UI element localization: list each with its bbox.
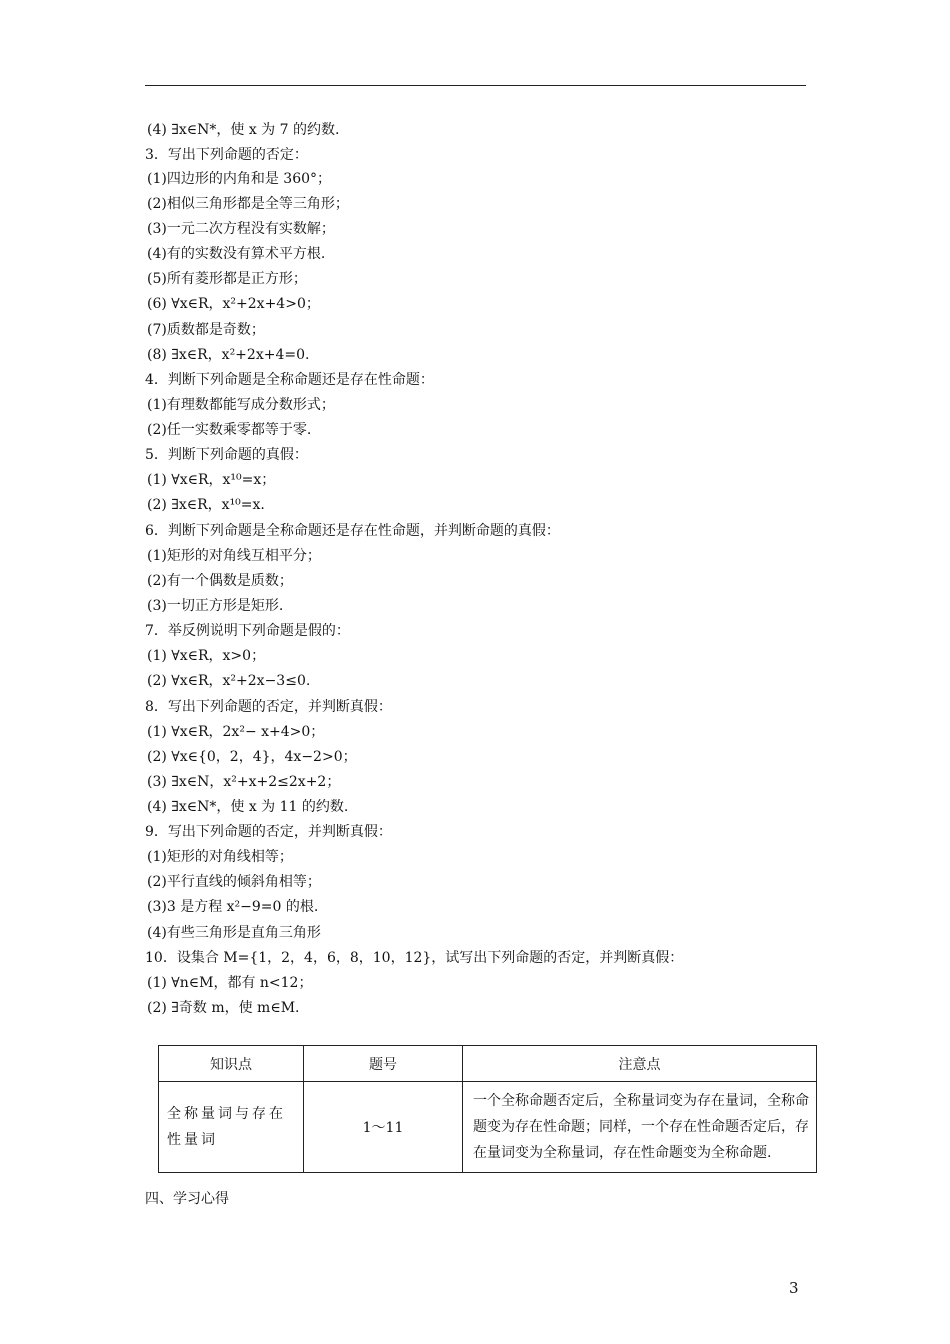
exercise-line: (1)矩形的对角线相等；	[147, 849, 293, 865]
exercise-line: (7)质数都是奇数；	[147, 322, 265, 338]
section-heading: 四、学习心得	[145, 1191, 229, 1207]
exercise-line: (2)任一实数乘零都等于零.	[147, 422, 312, 438]
exercise-line: (4) ∃x∈N*，使 x 为 11 的约数.	[147, 799, 349, 815]
exercise-line: (3) ∃x∈N，x²+x+2≤2x+2；	[147, 774, 341, 790]
exercise-line: (3)一元二次方程没有实数解；	[147, 221, 335, 237]
exercise-line: (4)有些三角形是直角三角形	[147, 925, 321, 941]
exercise-line: (1) ∀x∈R，2x²− x+4>0；	[147, 724, 325, 740]
question-heading: 6．判断下列命题是全称命题还是存在性命题，并判断命题的真假：	[145, 523, 560, 539]
question-heading: 5．判断下列命题的真假：	[145, 447, 308, 463]
exercise-line: (2)有一个偶数是质数；	[147, 573, 293, 589]
exercise-line: (2)相似三角形都是全等三角形；	[147, 196, 349, 212]
exercise-line: (2) ∃x∈R，x¹⁰=x.	[147, 497, 265, 513]
exercise-line: (2) ∀x∈R，x²+2x−3≤0.	[147, 673, 311, 689]
exercise-line: (4) ∃x∈N*，使 x 为 7 的约数.	[147, 122, 340, 138]
exercise-line: (1) ∀n∈M，都有 n<12；	[147, 975, 313, 991]
table-header-row	[159, 1046, 817, 1082]
question-heading: 7．举反例说明下列命题是假的：	[145, 623, 350, 639]
cell-note: 一个全称命题否定后，全称量词变为存在量词，全称命题变为存在性命题；同样，一个存在性命题否定后，存在量词变为全称量词，存在性命题变为全称命题.	[463, 1082, 817, 1173]
header-topic: 知识点	[159, 1046, 304, 1082]
exercise-line: (1)四边形的内角和是 360°；	[147, 171, 332, 187]
exercise-line: (1)矩形的对角线互相平分；	[147, 548, 321, 564]
header-numbers: 题号	[304, 1046, 463, 1082]
header-rule	[145, 85, 806, 86]
exercise-line: (4)有的实数没有算术平方根.	[147, 246, 326, 262]
exercise-line: (6) ∀x∈R，x²+2x+4>0；	[147, 296, 320, 312]
exercise-line: (2) ∃奇数 m，使 m∈M.	[147, 1000, 300, 1016]
exercise-line: (3)一切正方形是矩形.	[147, 598, 284, 614]
exercise-line: (1) ∀x∈R，x>0；	[147, 648, 266, 664]
exercise-line: (2) ∀x∈{0，2，4}，4x−2>0；	[147, 749, 357, 765]
header-notes: 注意点	[463, 1046, 817, 1082]
exercise-line: (8) ∃x∈R，x²+2x+4=0.	[147, 347, 310, 363]
question-heading: 4．判断下列命题是全称命题还是存在性命题：	[145, 372, 434, 388]
page-number: 3	[789, 1279, 799, 1297]
question-heading: 8．写出下列命题的否定，并判断真假：	[145, 699, 392, 715]
exercise-line: (2)平行直线的倾斜角相等；	[147, 874, 321, 890]
cell-topic: 全称量词与存在性量词	[159, 1082, 304, 1173]
exercise-line: (1)有理数都能写成分数形式；	[147, 397, 335, 413]
exercise-line: (3)3 是方程 x²−9=0 的根.	[147, 899, 319, 915]
question-heading: 10．设集合 M={1，2，4，6，8，10，12}，试写出下列命题的否定，并判断真假：	[145, 950, 684, 966]
cell-numbers: 1～11	[304, 1082, 463, 1173]
summary-table	[158, 1045, 817, 1173]
question-heading: 9．写出下列命题的否定，并判断真假：	[145, 824, 392, 840]
question-heading: 3．写出下列命题的否定：	[145, 147, 308, 163]
exercise-line: (1) ∀x∈R，x¹⁰=x；	[147, 472, 276, 488]
exercise-line: (5)所有菱形都是正方形；	[147, 271, 307, 287]
table-row	[159, 1082, 817, 1173]
